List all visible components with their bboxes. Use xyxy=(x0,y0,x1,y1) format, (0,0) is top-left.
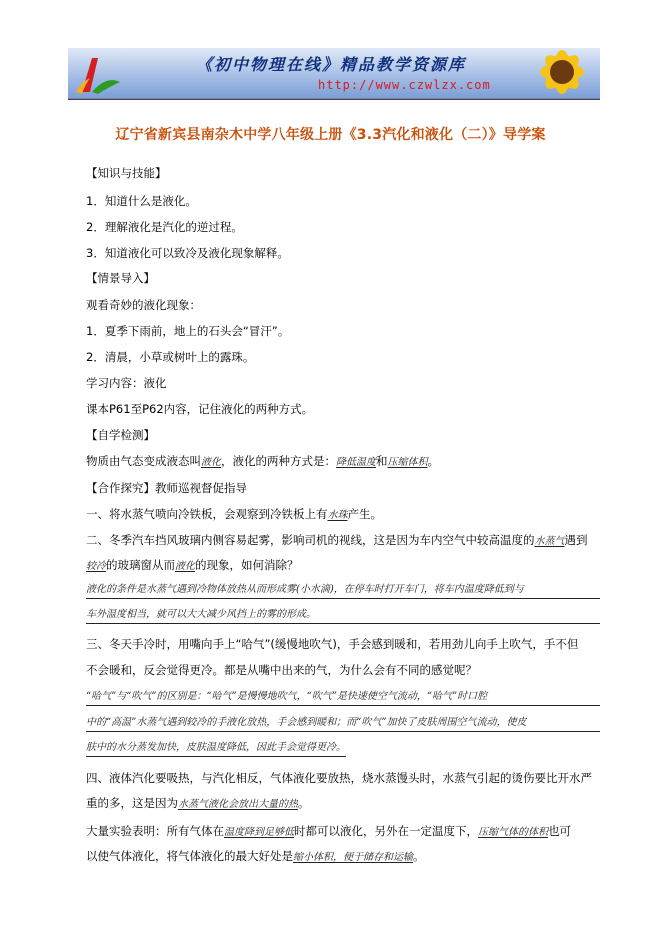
study-content: 学习内容：液化 xyxy=(86,376,167,390)
intro-item-1: 1．夏季下雨前，地上的石头会“冒汗”。 xyxy=(86,324,290,338)
answer-compress-gas: 压缩气体的体积 xyxy=(478,827,548,838)
answer-3-line-2: 中的“高温”水蒸气遇到较冷的手液化放热，手会感到暖和；而“吹气”加快了皮肤周围空气流动，使皮 xyxy=(86,715,600,732)
conclusion-line-2: 以使气体液化，将气体液化的最大好处是缩小体积，便于储存和运输。 xyxy=(86,849,425,863)
objective-3: 3．知道液化可以致冷及液化现象解释。 xyxy=(86,246,289,260)
heading-selfcheck: 【自学检测】 xyxy=(86,428,155,442)
intro-item-2: 2．清晨，小草或树叶上的露珠。 xyxy=(86,350,255,364)
answer-2-line-1: 液化的条件是水蒸气遇到冷物体放热从而形成雾(小水滴)，在停车时打开车门，将车内温度降低到与 xyxy=(86,582,600,599)
page-title: 辽宁省新宾县南杂木中学八年级上册《3.3汽化和液化（二）》导学案 xyxy=(115,127,546,143)
answer-low-enough: 温度降到足够低 xyxy=(224,827,294,838)
question-3-line-2: 不会暖和，反会觉得更冷。都是从嘴中出来的气，为什么会有不同的感觉呢？ xyxy=(86,663,477,677)
answer-storage: 缩小体积，便于储存和运输 xyxy=(293,852,413,863)
question-4-line-1: 四、液体汽化要吸热，与汽化相反，气体液化要放热，烧水蒸馒头时，水蒸气引起的烫伤要比开水严 xyxy=(86,771,592,785)
heading-intro: 【情景导入】 xyxy=(86,271,155,285)
answer-2-line-2: 车外温度相当，就可以大大减少风挡上的雾的形成。 xyxy=(86,607,600,624)
intro-text: 观看奇妙的液化现象： xyxy=(86,298,201,312)
answer-colder: 较冷 xyxy=(86,561,106,572)
study-pages: 课本P61至P62内容，记住液化的两种方式。 xyxy=(86,402,314,416)
heading-knowledge: 【知识与技能】 xyxy=(86,166,167,180)
answer-heat-release: 水蒸气液化会放出大量的热 xyxy=(178,799,298,810)
heading-cooperative: 【合作探究】教师巡视督促指导 xyxy=(86,481,247,495)
objective-1: 1．知道什么是液化。 xyxy=(86,194,197,208)
question-1: 一、将水蒸气喷向冷铁板，会观察到冷铁板上有水珠产生。 xyxy=(86,507,382,521)
selfcheck-question: 物质由气态变成液态叫液化，液化的两种方式是：降低温度和压缩体积。 xyxy=(86,454,439,468)
answer-3-line-3: 肤中的水分蒸发加快，皮肤温度降低，因此手会觉得更冷。 xyxy=(86,740,346,757)
answer-water-drops: 水珠 xyxy=(327,510,348,521)
answer-vapor: 水蒸气 xyxy=(534,536,565,547)
question-4-line-2: 重的多，这是因为水蒸气液化会放出大量的热。 xyxy=(86,796,310,810)
answer-liquefaction: 液化 xyxy=(201,457,221,468)
header-rule xyxy=(68,99,600,100)
answer-3-line-1: “哈气”与“吹气”的区别是：“哈气”是慢慢地吹气，“吹气”是快速使空气流动，“哈气”时口腔 xyxy=(86,689,600,706)
answer-liquefy: 液化 xyxy=(175,561,195,572)
question-2-line-2: 较冷的玻璃窗从而液化的现象，如何消除？ xyxy=(86,558,299,572)
objective-2: 2．理解液化是汽化的逆过程。 xyxy=(86,220,243,234)
banner-title: 《初中物理在线》精品教学资源库 xyxy=(196,55,467,74)
header-banner xyxy=(68,48,600,99)
answer-compress: 压缩体积 xyxy=(387,457,428,468)
banner-url[interactable]: http://www.czwlzx.com xyxy=(318,78,491,92)
answer-lower-temp: 降低温度 xyxy=(336,457,376,468)
logo-icon xyxy=(68,48,128,98)
question-2-line-1: 二、冬季汽车挡风玻璃内侧容易起雾，影响司机的视线，这是因为车内空气中较高温度的水蒸气遇到 xyxy=(86,533,588,547)
sunflower-icon xyxy=(526,48,596,99)
question-3-line-1: 三、冬天手冷时，用嘴向手上“哈气”(缓慢地吹气)，手会感到暖和，若用劲儿向手上吹气，手不但 xyxy=(86,637,579,651)
conclusion-line-1: 大量实验表明：所有气体在温度降到足够低时都可以液化，另外在一定温度下，压缩气体的体积也可 xyxy=(86,824,571,838)
